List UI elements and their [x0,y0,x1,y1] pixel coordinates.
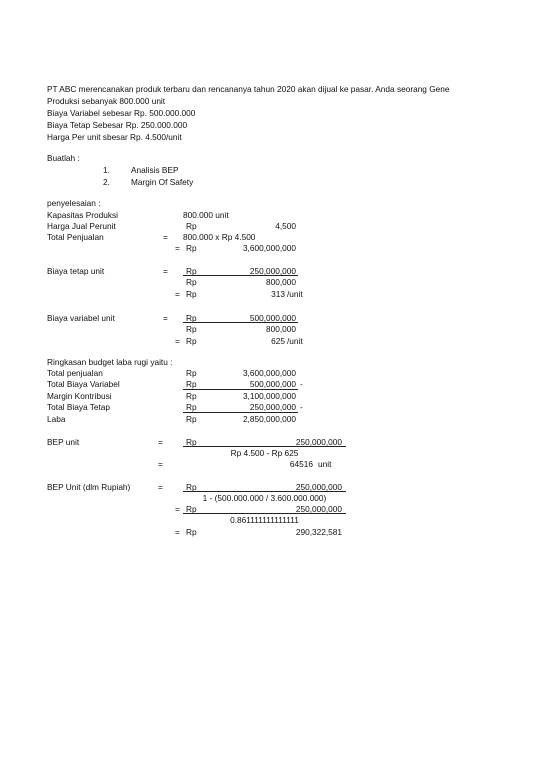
intro-line-5: Harga Per unit sbesar Rp. 4.500/unit [47,132,182,142]
intro-line-3: Biaya Variabel sebesar Rp. 500.000.000 [47,108,196,118]
fraction-line [183,491,346,492]
fraction-line [183,513,346,514]
harga-value: 4,500 [275,221,296,231]
fixed-cost-result: 313 [271,289,285,299]
task-title: Buatlah : [47,153,80,163]
var-cost-result-rp: Rp [186,336,197,346]
bep-rupiah-result: 290,322,581 [295,527,342,537]
summary-row-label: Total Biaya Variabel [47,379,120,389]
equals-sign: = [158,459,163,469]
summary-row-rp: Rp [186,368,197,378]
bep-rupiah-step-rp: Rp [186,504,197,514]
summary-row-value: 250,000,000 [249,402,296,412]
bep-rupiah-numerator: 250,000,000 [295,482,342,492]
summary-row-rp: Rp [186,414,197,424]
fraction-line [183,322,298,323]
var-cost-result: 625 [271,336,285,346]
fraction-line [183,446,346,447]
summary-row-value: 2,850,000,000 [242,414,296,424]
task-item-number: 2. [103,177,110,187]
summary-row-label: Total penjualan [47,368,103,378]
equals-sign: = [163,266,168,276]
var-cost-unit: /unit [287,336,303,346]
fixed-cost-denominator-rp: Rp [186,277,197,287]
equals-sign: = [175,243,180,253]
solution-title: penyelesaian : [47,198,101,208]
minus-sign: - [300,402,303,412]
total-rp: Rp [186,243,197,253]
harga-label: Harga Jual Perunit [47,221,116,231]
bep-unit-numerator-rp: Rp [186,437,197,447]
harga-rp: Rp [186,221,197,231]
intro-line-4: Biaya Tetap Sebesar Rp. 250.000.000 [47,120,188,130]
total-penjualan-value: 3,600,000,000 [242,243,296,253]
summary-row-value: 500,000,000 [249,379,296,389]
summary-row-rp: Rp [186,379,197,389]
equals-sign: = [175,527,180,537]
fixed-cost-result-rp: Rp [186,289,197,299]
summary-row-label: Total Biaya Tetap [47,402,111,412]
bep-rupiah-result-rp: Rp [186,527,197,537]
bep-rupiah-denominator: 1 - (500.000.000 / 3.600.000.000) [202,493,327,503]
summary-row-value: 3,600,000,000 [242,368,296,378]
equals-sign: = [158,482,163,492]
bep-rupiah-numerator-rp: Rp [186,482,197,492]
fixed-cost-denominator: 800,000 [266,277,296,287]
fraction-line [183,275,298,276]
total-penjualan-label: Total Penjualan [47,232,104,242]
task-item-text: Margin Of Safety [131,177,194,187]
fixed-cost-numerator-rp: Rp [186,266,197,276]
total-penjualan-formula: 800.000 x Rp 4.500 [183,232,256,242]
bep-rupiah-label: BEP Unit (dlm Rupiah) [47,482,131,492]
bep-unit-denominator: Rp 4.500 - Rp 625 [230,448,299,458]
var-cost-denominator-rp: Rp [186,324,197,334]
bep-unit-unit: unit [318,459,332,469]
bep-unit-result: 64516 [289,459,313,469]
var-cost-denominator: 800,000 [266,324,296,334]
bep-unit-numerator: 250,000,000 [295,437,342,447]
task-item-number: 1. [103,165,110,175]
summary-row-rp: Rp [186,391,197,401]
equals-sign: = [163,313,168,323]
summary-title: Ringkasan budget laba rugi yaitu : [47,357,173,367]
equals-sign: = [158,437,163,447]
kapasitas-value: 800.000 unit [183,210,229,220]
bep-rupiah-step-denominator: 0.861111111111111 [230,515,299,525]
equals-sign: = [175,289,180,299]
subtotal-line [183,412,298,413]
summary-row-label: Laba [47,414,66,424]
bep-rupiah-step-numerator: 250,000,000 [295,504,342,514]
fixed-cost-unit: /unit [287,289,303,299]
bep-unit-label: BEP unit [47,437,80,447]
var-cost-numerator: 500,000,000 [249,313,296,323]
equals-sign: = [175,504,180,514]
intro-line-2: Produksi sebanyak 800.000 unit [47,96,166,106]
subtotal-line [183,389,298,390]
fixed-cost-numerator: 250,000,000 [249,266,296,276]
var-cost-label: Biaya variabel unit [47,313,115,323]
summary-row-value: 3,100,000,000 [242,391,296,401]
minus-sign: - [300,379,303,389]
task-item-text: Analisis BEP [131,165,179,175]
intro-line-1: PT ABC merencanakan produk terbaru dan rencananya tahun 2020 akan dijual ke pasar. Anda seorang Gene [47,84,450,94]
fixed-cost-label: Biaya tetap unit [47,266,105,276]
var-cost-numerator-rp: Rp [186,313,197,323]
kapasitas-label: Kapasitas Produksi [47,210,119,220]
equals-sign: = [163,232,168,242]
equals-sign: = [175,336,180,346]
summary-row-label: Margin Kontribusi [47,391,112,401]
summary-row-rp: Rp [186,402,197,412]
